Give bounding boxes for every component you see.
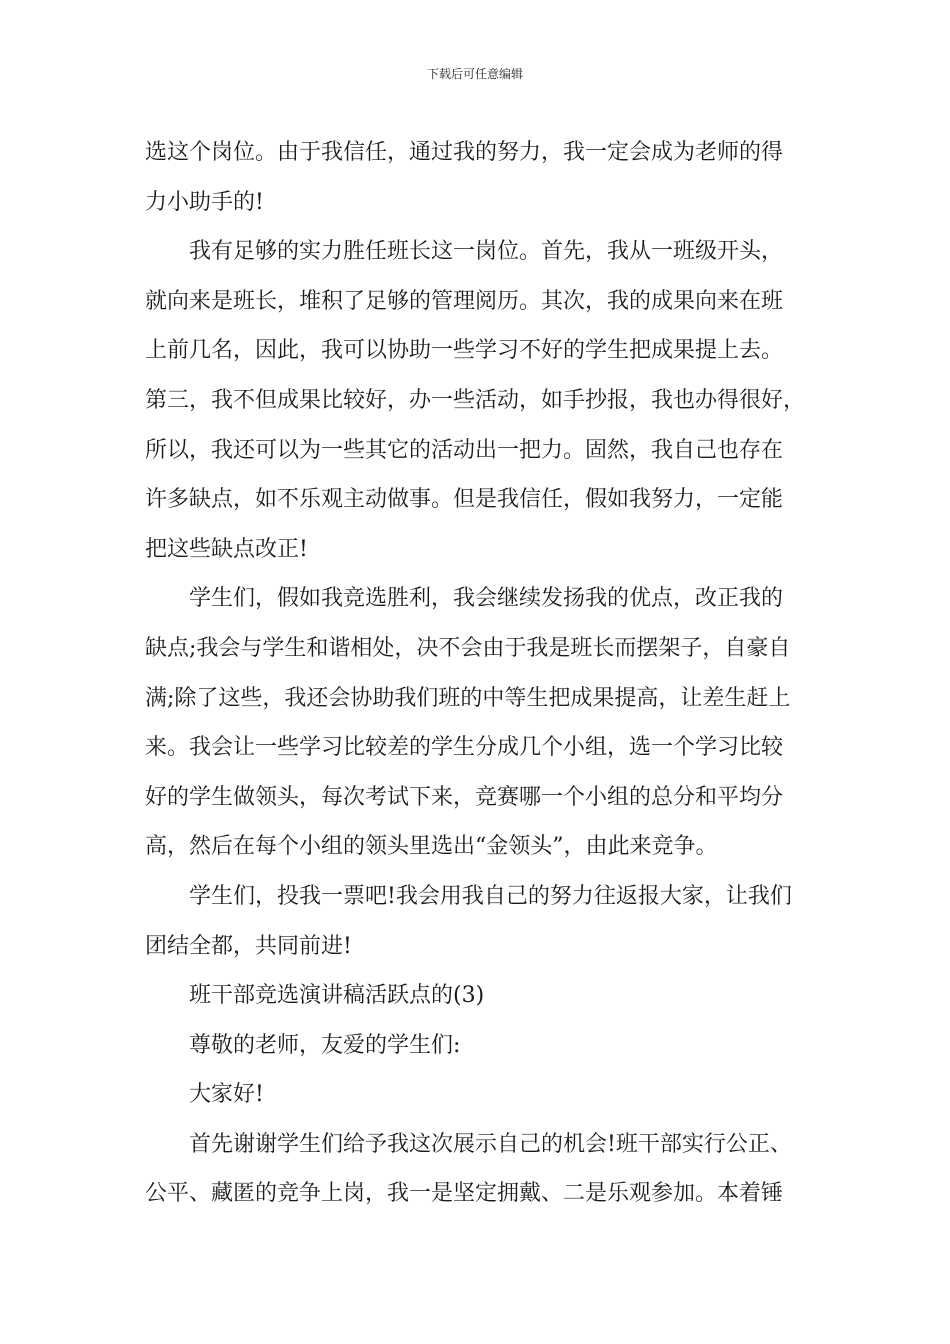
text-line: 团结全都，共同前进! [145,933,352,959]
text-line: 尊敬的老师，友爱的学生们: [189,1032,461,1058]
text-line: 选这个岗位。由于我信任，通过我的努力，我一定会成为老师的得 [145,140,784,165]
text-line: 把这些缺点改正! [145,536,308,562]
text-line: 我有足够的实力胜任班长这一岗位。首先，我从一班级开头， [189,239,784,265]
text-line: 许多缺点，如不乐观主动做事。但是我信任，假如我努力，一定能 [145,487,784,513]
text-line: 就向来是班长，堆积了足够的管理阅历。其次，我的成果向来在班 [145,288,784,314]
text-line: 班干部竞选演讲稿活跃点的(3) [189,983,485,1009]
text-line: 第三，我不但成果比较好，办一些活动，如手抄报，我也办得很好， [145,387,806,413]
text-line: 首先谢谢学生们给予我这次展示自己的机会!班干部实行公正、 [189,1131,792,1157]
page-header: 下载后可任意编辑 [426,67,523,81]
text-line: 所以，我还可以为一些其它的活动出一把力。固然，我自己也存在 [145,437,784,463]
text-line: 上前几名，因此，我可以协助一些学习不好的学生把成果提上去。 [145,338,784,364]
text-line: 学生们，投我一票吧!我会用我自己的努力往返报大家，让我们 [189,883,792,909]
text-line: 满;除了这些，我还会协助我们班的中等生把成果提高，让差生赶上 [145,685,791,711]
document-body [145,128,815,1219]
text-line: 大家好! [189,1082,264,1108]
text-line: 公平、藏匿的竞争上岗，我一是坚定拥戴、二是乐观参加。本着锤 [145,1181,784,1207]
text-line: 力小助手的! [145,189,264,215]
text-line: 缺点;我会与学生和谐相处，决不会由于我是班长而摆架子，自豪自 [145,635,791,661]
text-line: 高，然后在每个小组的领头里选出“金领头”，由此来竞争。 [145,834,718,860]
text-line: 学生们，假如我竞选胜利，我会继续发扬我的优点，改正我的 [189,586,784,612]
text-line: 好的学生做领头，每次考试下来，竞赛哪一个小组的总分和平均分 [145,784,784,810]
text-line: 来。我会让一些学习比较差的学生分成几个小组，选一个学习比较 [145,735,784,761]
